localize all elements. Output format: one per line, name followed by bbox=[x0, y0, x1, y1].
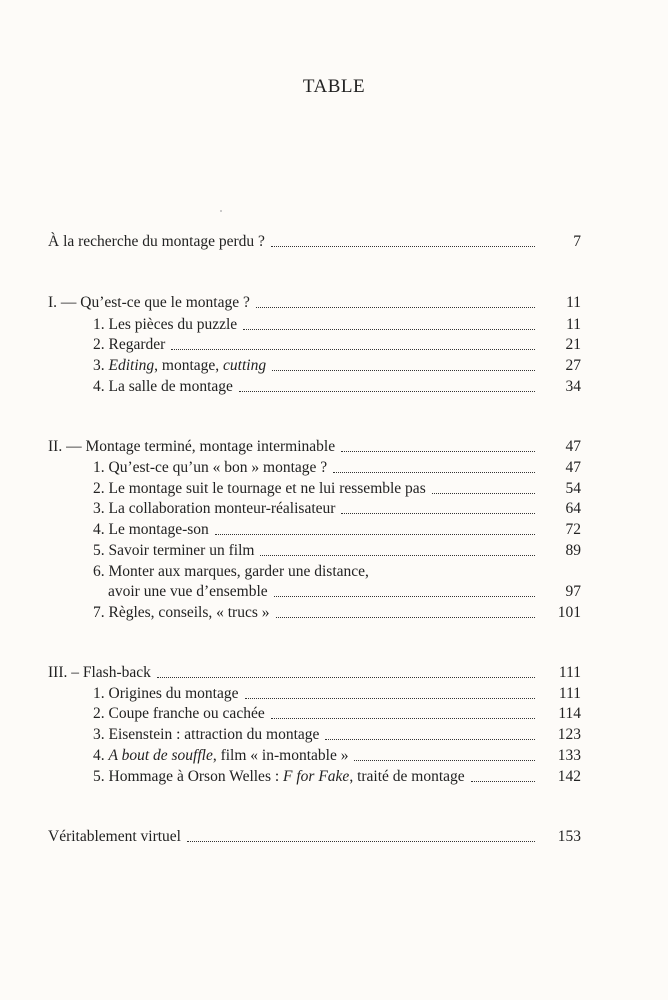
toc-entry-label: 4. La salle de montage bbox=[93, 378, 233, 395]
dot-leader bbox=[271, 718, 535, 719]
dot-leader bbox=[274, 596, 535, 597]
toc-page-number: 89 bbox=[565, 542, 581, 559]
dot-leader bbox=[432, 493, 535, 494]
toc-page-number: 27 bbox=[565, 357, 581, 374]
toc-entry-label: 5. Hommage à Orson Welles : F for Fake, traité de montage bbox=[93, 768, 465, 785]
toc-entry-label: 5. Savoir terminer un film bbox=[93, 542, 255, 559]
dot-leader bbox=[245, 698, 535, 699]
dot-leader bbox=[260, 555, 535, 556]
dot-leader bbox=[243, 329, 535, 330]
toc-page-number: 111 bbox=[558, 685, 581, 702]
toc-page-number: 54 bbox=[565, 480, 581, 497]
toc-page-number: 133 bbox=[557, 747, 581, 764]
toc-entry-label: 2. Le montage suit le tournage et ne lui ressemble pas bbox=[93, 480, 426, 497]
dot-leader bbox=[239, 391, 535, 392]
toc-entry-label: III. – Flash-back bbox=[48, 664, 151, 681]
toc-entry-label: À la recherche du montage perdu ? bbox=[48, 233, 265, 250]
toc-entry-label: 3. Eisenstein : attraction du montage bbox=[93, 726, 320, 743]
toc-page-number: 11 bbox=[566, 294, 581, 311]
dot-leader bbox=[256, 307, 535, 308]
toc-part-heading-1[interactable] bbox=[48, 293, 581, 313]
toc-entry-1-1[interactable] bbox=[93, 315, 581, 335]
toc-entry-2-4[interactable] bbox=[93, 520, 581, 540]
toc-page-number: 72 bbox=[565, 521, 581, 538]
toc-page-number: 114 bbox=[558, 705, 581, 722]
dot-leader bbox=[271, 246, 535, 247]
toc-page-number: 153 bbox=[557, 828, 581, 845]
toc-entry-label: 1. Les pièces du puzzle bbox=[93, 316, 238, 333]
toc-entry-3-1[interactable] bbox=[93, 684, 581, 704]
toc-entry-label: 4. Le montage-son bbox=[93, 521, 209, 538]
toc-entry-label: 1. Origines du montage bbox=[93, 685, 239, 702]
toc-entry-2-1[interactable] bbox=[93, 458, 581, 478]
dot-leader bbox=[341, 451, 535, 452]
toc-entry-3-2[interactable] bbox=[93, 704, 581, 724]
toc-entry-2-2[interactable] bbox=[93, 479, 581, 499]
toc-entry-label: II. — Montage terminé, montage interminable bbox=[48, 438, 336, 455]
toc-entry-1-2[interactable] bbox=[93, 335, 581, 355]
toc-entry-3-3[interactable] bbox=[93, 725, 581, 745]
toc-entry-3-4[interactable] bbox=[93, 746, 581, 766]
dot-leader bbox=[471, 781, 535, 782]
toc-entry-2-3[interactable] bbox=[93, 499, 581, 519]
toc-entry-2-6-line2[interactable] bbox=[108, 582, 581, 602]
toc-entry-label: 1. Qu’est-ce qu’un « bon » montage ? bbox=[93, 459, 328, 476]
toc-entry-label: 3. Editing, montage, cutting bbox=[93, 357, 267, 374]
dot-leader bbox=[325, 739, 535, 740]
toc-page-number: 64 bbox=[565, 500, 581, 517]
toc-page-number: 7 bbox=[573, 233, 581, 250]
dot-leader bbox=[333, 472, 535, 473]
page-title: TABLE bbox=[302, 76, 366, 97]
dot-leader bbox=[171, 349, 535, 350]
toc-entry-2-6-line1[interactable] bbox=[93, 562, 581, 582]
dot-leader bbox=[215, 534, 535, 535]
toc-page-number: 101 bbox=[557, 604, 581, 621]
toc-page-number: 97 bbox=[565, 583, 581, 600]
toc-entry-label: 2. Coupe franche ou cachée bbox=[93, 705, 265, 722]
dot-leader bbox=[341, 513, 535, 514]
toc-page-number: 123 bbox=[557, 726, 581, 743]
toc-entry-label: 4. A bout de souffle, film « in-montable » bbox=[93, 747, 349, 764]
toc-entry-label: I. — Qu’est-ce que le montage ? bbox=[48, 294, 250, 311]
toc-page-number: 11 bbox=[566, 316, 581, 333]
toc-entry-label: Véritablement virtuel bbox=[48, 828, 181, 845]
toc-entry-1-3[interactable] bbox=[93, 356, 581, 376]
dot-leader bbox=[157, 677, 535, 678]
toc-entry-2-7[interactable] bbox=[93, 603, 581, 623]
toc-part-heading-3[interactable] bbox=[48, 663, 581, 683]
toc-entry-label: avoir une vue d’ensemble bbox=[108, 583, 268, 600]
toc-page-number: 47 bbox=[565, 438, 581, 455]
toc-page-number: 21 bbox=[565, 336, 581, 353]
toc-entry-3-5[interactable] bbox=[93, 767, 581, 787]
toc-page-number: 47 bbox=[565, 459, 581, 476]
dot-leader bbox=[272, 370, 535, 371]
toc-entry-conclusion[interactable] bbox=[48, 827, 581, 847]
dot-leader bbox=[187, 841, 535, 842]
paper-speck bbox=[220, 210, 222, 212]
toc-part-heading-2[interactable] bbox=[48, 437, 581, 457]
toc-page-number: 34 bbox=[565, 378, 581, 395]
toc-entry-label: 6. Monter aux marques, garder une distance, bbox=[93, 563, 369, 580]
toc-page-number: 111 bbox=[558, 664, 581, 681]
toc-entry-label: 2. Regarder bbox=[93, 336, 166, 353]
toc-entry-label: 7. Règles, conseils, « trucs » bbox=[93, 604, 270, 621]
dot-leader bbox=[354, 760, 535, 761]
toc-entry-label: 3. La collaboration monteur-réalisateur bbox=[93, 500, 336, 517]
toc-entry-2-5[interactable] bbox=[93, 541, 581, 561]
dot-leader bbox=[276, 617, 535, 618]
toc-entry-intro[interactable] bbox=[48, 232, 581, 252]
toc-page-number: 142 bbox=[557, 768, 581, 785]
toc-entry-1-4[interactable] bbox=[93, 377, 581, 397]
